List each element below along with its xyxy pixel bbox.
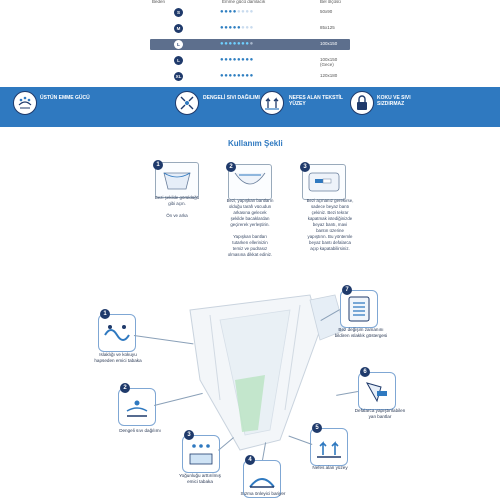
step-3-caption-line: beyaz bantı defalarca <box>309 240 351 245</box>
drop-icon: ● <box>241 57 246 63</box>
size-row-3 <box>150 39 350 50</box>
waist-value: 85x125 <box>320 25 335 30</box>
drop-icon: ● <box>249 25 254 31</box>
step-2-caption-line: tutarken ellerinizin <box>232 240 268 245</box>
size-badge: L <box>174 56 183 65</box>
drop-icon: ● <box>249 9 254 15</box>
drop-icon: ● <box>232 57 237 63</box>
waist-value: 100x150 <box>320 41 338 46</box>
anatomy-1-label <box>86 352 150 364</box>
absorbency-drops <box>220 25 254 32</box>
anatomy-3-label <box>168 473 232 485</box>
size-row-4 <box>150 55 350 66</box>
drop-icon: ● <box>236 25 242 31</box>
drop-icon: ● <box>236 73 242 79</box>
step-1-number: 1 <box>153 160 163 170</box>
step-2-caption-line: Bezi, yapışkan bantların <box>226 198 274 203</box>
step-2-caption-line: arkasına gelecek <box>233 210 267 215</box>
step-3-caption <box>290 198 370 252</box>
drop-icon: ● <box>228 41 233 47</box>
anatomy-2-label <box>110 428 170 434</box>
drop-icon: ● <box>249 57 254 63</box>
anatomy-6-number: 6 <box>360 367 370 377</box>
size-row-1 <box>150 7 350 18</box>
drop-icon: ● <box>228 9 233 15</box>
step-3-caption-line: açıp kapatabilirsiniz. <box>310 246 350 251</box>
step-2-caption-line: olduğu tarafı vücudun <box>228 204 272 209</box>
step-2-caption-line: geçirerek yerleştirin. <box>230 222 270 227</box>
size-badge: XL <box>175 74 182 79</box>
anatomy-3-number: 3 <box>184 430 194 440</box>
drop-icon: ● <box>228 57 233 63</box>
step-3-caption-line: bantın üzerine <box>316 228 344 233</box>
anatomy-1-label-line: hapseden emici tabaka <box>94 358 142 363</box>
anatomy-7-icon <box>340 290 378 328</box>
drop-icon: ● <box>241 9 246 15</box>
anatomy-3-label-line: Yoğunluğu arttırılmış <box>179 473 221 478</box>
drop-icon: ● <box>249 41 254 47</box>
feature-label-4: KOKU VE SIVI SIZDIRMAZ <box>377 95 411 107</box>
anatomy-6-label-line: yan bantlar <box>368 414 392 419</box>
anatomy-7-number: 7 <box>342 285 352 295</box>
anatomy-7-label <box>318 327 404 339</box>
size-row-5 <box>150 71 350 82</box>
size-badge: S <box>174 8 183 17</box>
drop-icon: ● <box>245 57 250 63</box>
drop-icon: ● <box>249 73 254 79</box>
drop-icon: ● <box>220 57 225 63</box>
step-3-caption-line: beyaz bantı, mavi <box>312 222 348 227</box>
anatomy-5-number: 5 <box>312 423 322 433</box>
distribution-arrows-icon <box>175 91 199 115</box>
anatomy-6-label <box>338 408 422 420</box>
drops-absorb-icon <box>13 91 37 115</box>
absorbency-drops <box>220 41 254 48</box>
step-2-caption-line: olmasına dikkat ediniz. <box>227 252 273 257</box>
step-3-number: 3 <box>300 162 310 172</box>
drop-icon: ● <box>224 57 229 63</box>
feature-label-1: ÜSTÜN EMME GÜCÜ <box>40 95 90 101</box>
step-3-caption-line: kapatmak istediğinizde <box>307 216 353 221</box>
step-2-caption-line: Yapışkan bantları <box>233 234 267 239</box>
waist-header: Bel ölçüsü <box>320 0 341 4</box>
absorbency-drops <box>220 73 254 80</box>
drop-icon: ● <box>245 41 250 47</box>
waist-value: 120x180 <box>320 73 338 78</box>
anatomy-4-number: 4 <box>245 455 255 465</box>
anatomy-6-icon <box>358 372 396 410</box>
anatomy-4-label-line: Sızma önleyici bariyer <box>240 491 286 496</box>
drop-icon: ● <box>241 41 246 47</box>
step-2-caption <box>214 198 286 258</box>
drop-icon: ● <box>241 25 246 31</box>
waist-value: 50x90 <box>320 9 333 14</box>
drop-icon: ● <box>220 73 225 79</box>
lock-icon <box>350 91 374 115</box>
breathable-arrows-icon <box>260 91 284 115</box>
drop-icon: ● <box>232 25 237 31</box>
drop-icon: ● <box>236 41 242 47</box>
step-2-number: 2 <box>226 162 236 172</box>
drop-icon: ● <box>220 9 225 15</box>
anatomy-5-icon <box>310 428 348 466</box>
absorbency-drops <box>220 9 254 16</box>
feature-band <box>0 87 500 127</box>
drop-icon: ● <box>228 25 233 31</box>
absorbency-header: Emme gücü damlacık <box>222 0 266 4</box>
drop-icon: ● <box>224 41 229 47</box>
drop-icon: ● <box>245 25 250 31</box>
step-2-caption-line: temiz ve pudrasız <box>232 246 268 251</box>
waist-value: 100x150 (Gece) <box>320 57 338 67</box>
drop-icon: ● <box>245 9 250 15</box>
anatomy-5-label-line: Nefes alan yüzey <box>312 465 348 470</box>
drop-icon: ● <box>236 9 242 15</box>
anatomy-1-icon <box>98 314 136 352</box>
anatomy-4-label <box>228 491 298 497</box>
size-badge: L <box>174 40 183 49</box>
step-1-caption-line: Ön ve arka <box>166 213 188 218</box>
drop-icon: ● <box>220 25 225 31</box>
anatomy-1-number: 1 <box>100 309 110 319</box>
drop-icon: ● <box>224 25 229 31</box>
drop-icon: ● <box>245 73 250 79</box>
feature-label-3: NEFES ALAN TEKSTİL YÜZEY <box>289 95 343 107</box>
step-2-caption-line: şekilde bacaklardan <box>230 216 270 221</box>
drop-icon: ● <box>228 73 233 79</box>
anatomy-2-label-line: Dengeli sıvı dağılımı <box>119 428 161 433</box>
step-3-caption-line: sadece beyaz bantı <box>310 204 350 209</box>
drop-icon: ● <box>224 73 229 79</box>
drop-icon: ● <box>232 9 237 15</box>
anatomy-3-label-line: emici tabaka <box>187 479 213 484</box>
size-row-2 <box>150 23 350 34</box>
step-3-caption-line: yapıştırın. Bu yöntemle <box>307 234 353 239</box>
step-1-caption <box>145 195 209 219</box>
drop-icon: ● <box>220 41 225 47</box>
anatomy-1-label-line: Islaklığı ve kokuyu <box>99 352 137 357</box>
drop-icon: ● <box>236 57 242 63</box>
drop-icon: ● <box>232 41 237 47</box>
anatomy-5-label <box>298 465 362 471</box>
step-1-caption-line: gibi açın. <box>168 201 186 206</box>
anatomy-2-icon <box>118 388 156 426</box>
drop-icon: ● <box>241 73 246 79</box>
anatomy-3-icon <box>182 435 220 473</box>
drop-icon: ● <box>232 73 237 79</box>
step-3-caption-line: çekiniz. Bezi tekrar <box>311 210 349 215</box>
absorbency-drops <box>220 57 254 64</box>
anatomy-7-label-line: bildiren ıslaklık göstergesi <box>334 333 388 338</box>
size-badge: M <box>174 24 183 33</box>
anatomy-2-number: 2 <box>120 383 130 393</box>
drop-icon: ● <box>224 9 229 15</box>
step-1-caption-line: Bezi şekilde görüldüğü <box>154 195 200 200</box>
anatomy-7-label-line: Bez değişim zamanını <box>338 327 384 332</box>
feature-label-2: DENGELİ SIVI DAĞILIMI <box>203 95 260 101</box>
anatomy-6-label-line: Defalarca yapıştırılabilen <box>354 408 406 413</box>
usage-title: Kullanım Şekli <box>228 139 283 148</box>
step-3-caption-line: Bezi açmanız gerekirse, <box>306 198 354 203</box>
size-header: Beden <box>152 0 166 4</box>
